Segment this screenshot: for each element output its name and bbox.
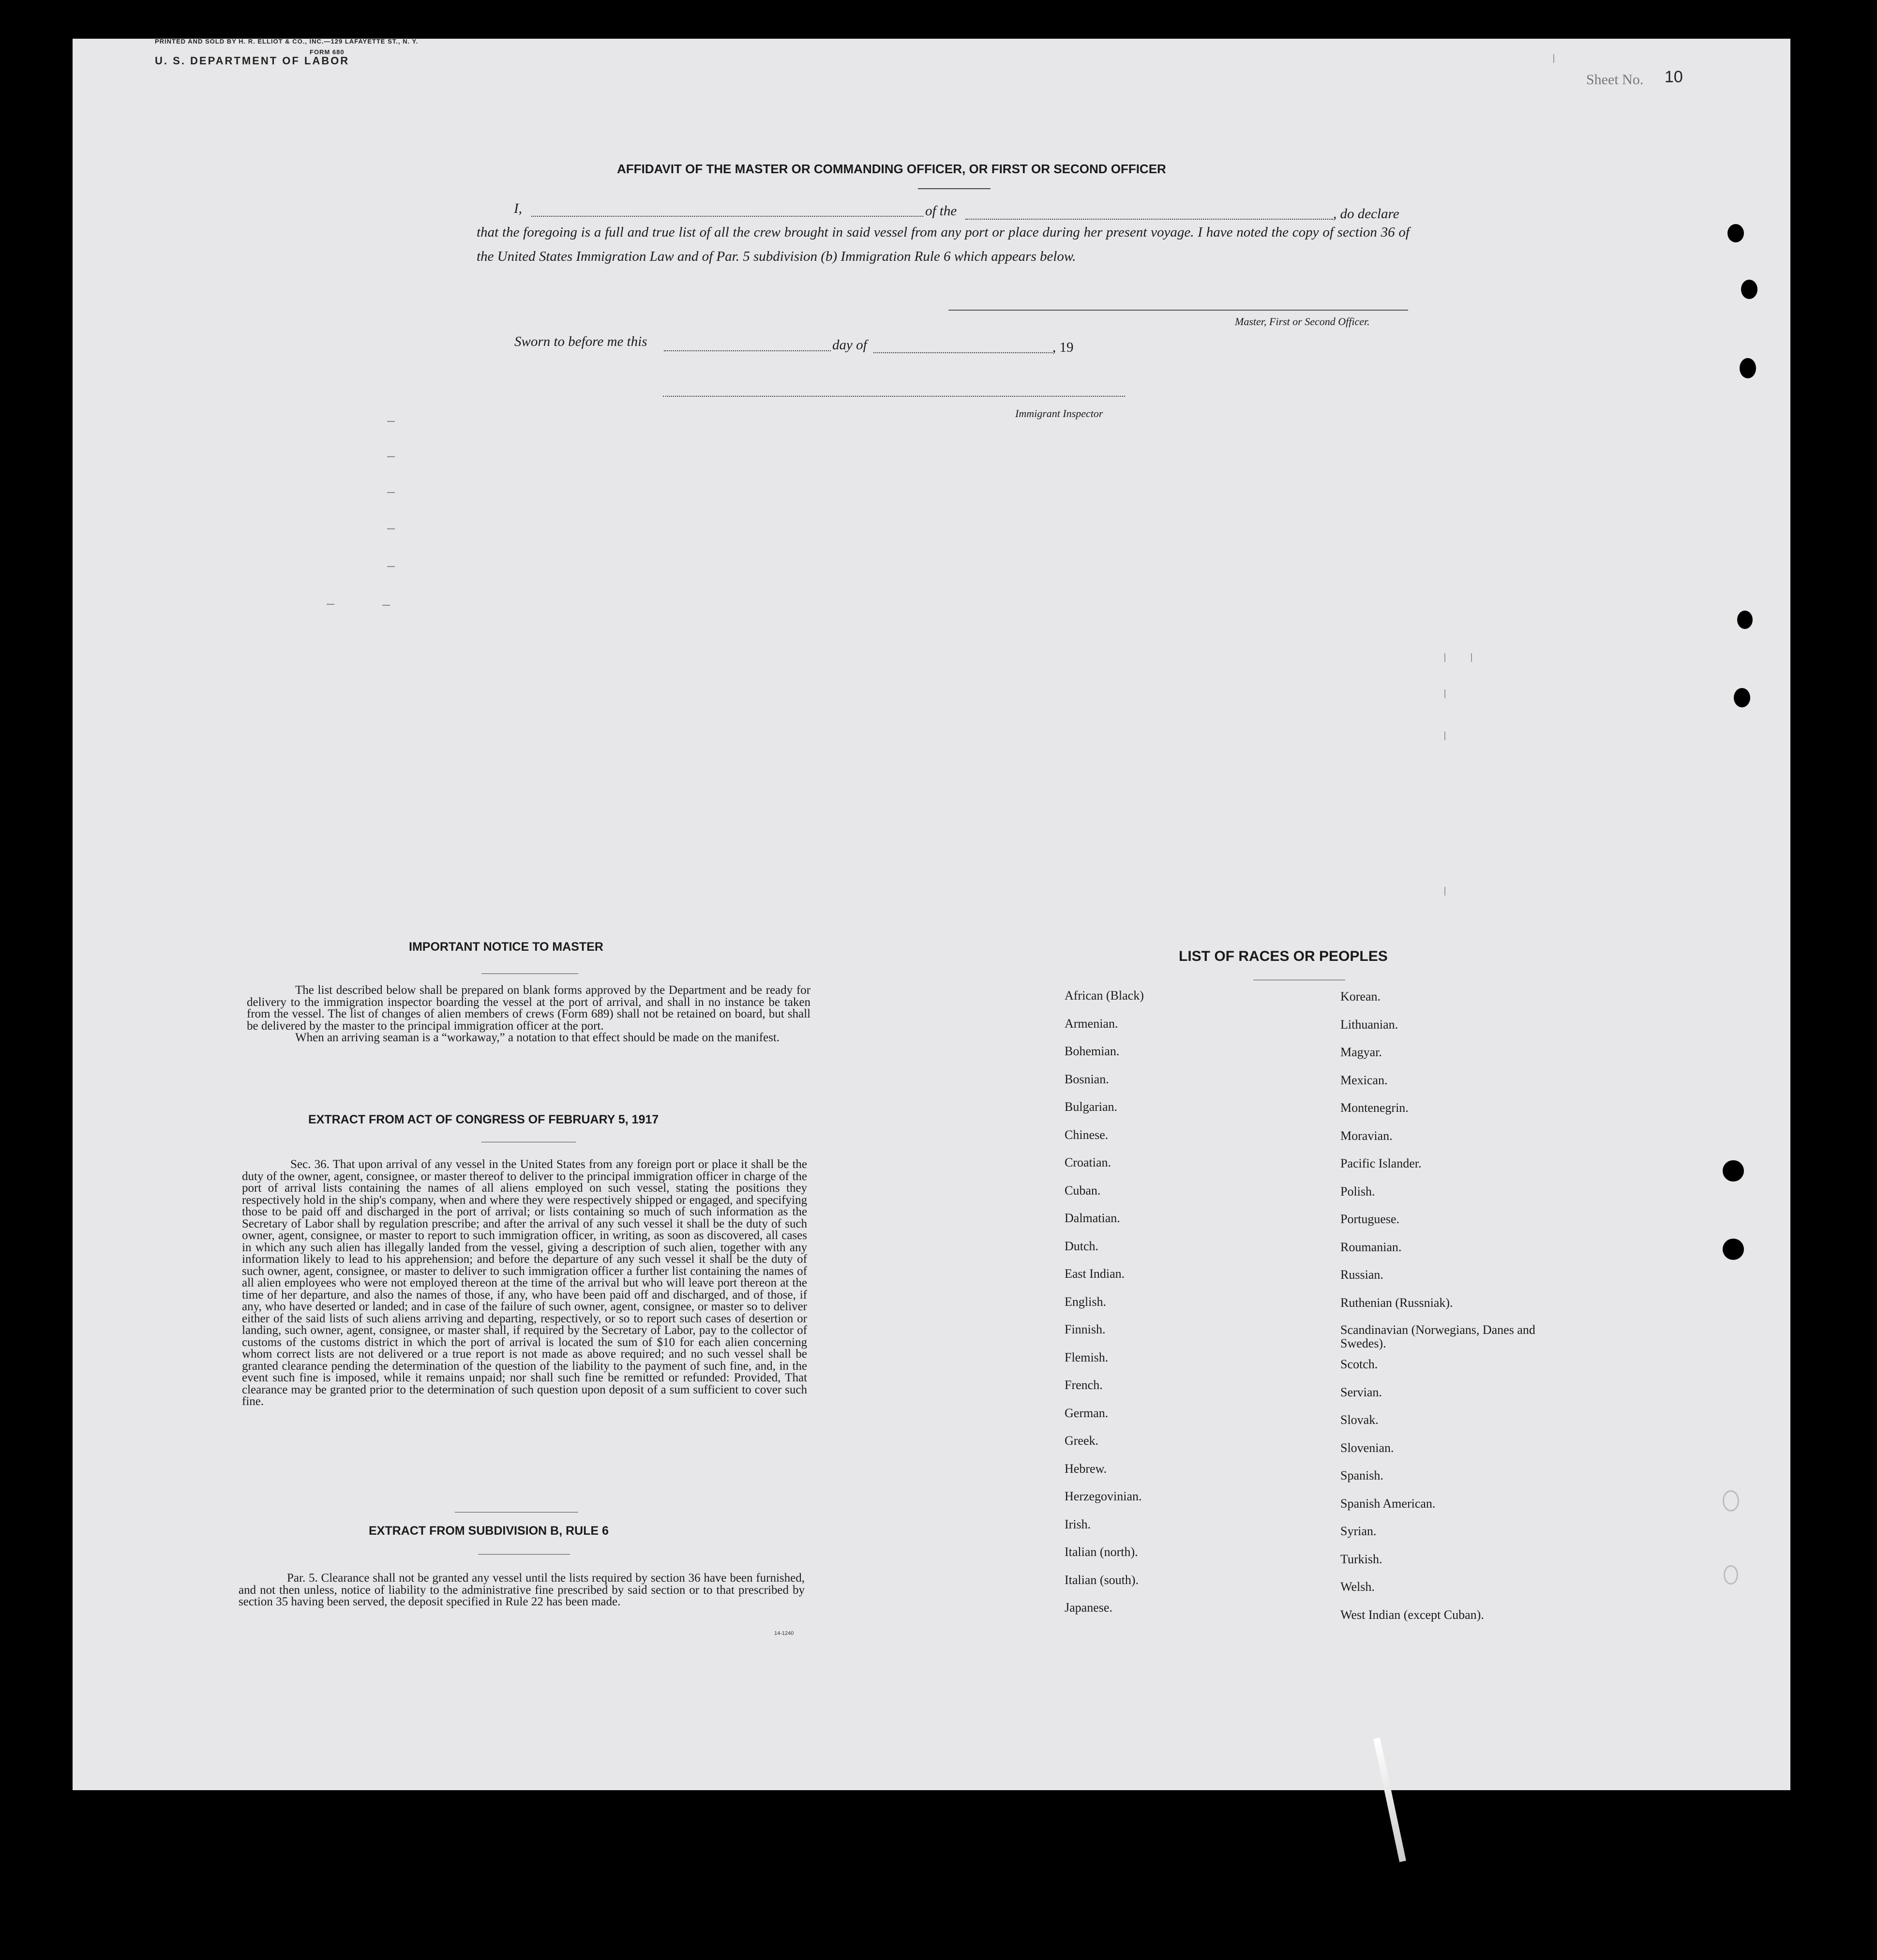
race-item: Ruthenian (Russniak). xyxy=(1340,1295,1453,1310)
race-item: Armenian. xyxy=(1065,1016,1118,1031)
race-item: Greek. xyxy=(1065,1434,1099,1448)
race-item: Scotch. xyxy=(1340,1357,1378,1371)
affidavit-i: I, xyxy=(514,201,522,216)
race-item: Japanese. xyxy=(1065,1601,1112,1615)
extract-rule-title: EXTRACT FROM SUBDIVISION B, RULE 6 xyxy=(369,1524,609,1538)
race-item: Moravian. xyxy=(1340,1128,1393,1143)
affidavit-of-the: of the xyxy=(925,203,957,219)
race-item: Scandinavian (Norwegians, Danes and Swedes). xyxy=(1340,1323,1535,1350)
notice-title: IMPORTANT NOTICE TO MASTER xyxy=(409,940,603,954)
margin-mark xyxy=(387,528,395,529)
binder-hole-icon xyxy=(1723,1490,1739,1511)
margin-mark xyxy=(387,492,395,493)
master-signature-line[interactable] xyxy=(948,310,1408,311)
race-item: Magyar. xyxy=(1340,1045,1382,1059)
race-item: Portuguese. xyxy=(1340,1212,1400,1226)
race-item: Hebrew. xyxy=(1065,1461,1107,1476)
extract-rule-text: Par. 5. Clearance shall not be granted any vessel until the lists required by section 36 have been furnished, and not then unless, notice of liability to the administrative fine prescribed by said section or to that prescribed by section 35 having been served, the deposit specified in Rule 22 has been made. xyxy=(239,1571,805,1608)
race-item: Pacific Islander. xyxy=(1340,1156,1422,1170)
margin-mark xyxy=(1444,732,1445,740)
day-of-text: day of xyxy=(832,337,867,353)
margin-mark xyxy=(382,605,390,606)
title-divider xyxy=(918,188,991,189)
notice-divider xyxy=(481,973,578,974)
race-item: Flemish. xyxy=(1065,1350,1109,1364)
department-name: U. S. DEPARTMENT OF LABOR xyxy=(155,55,350,67)
margin-mark xyxy=(1444,689,1445,698)
race-item: French. xyxy=(1065,1378,1103,1392)
binder-hole-icon xyxy=(1734,688,1750,707)
race-item: Croatian. xyxy=(1065,1155,1111,1169)
extract-rule-divider xyxy=(478,1554,570,1555)
race-item: Polish. xyxy=(1340,1184,1375,1198)
race-item: Finnish. xyxy=(1065,1322,1106,1336)
affidavit-statement: that the foregoing is a full and true list of all the crew brought in said vessel from any port or place during her present voyage. I have noted the copy of section 36 of the United States Immigration Law and of Par. 5 subdivision (b) Immigration Rule 6 which appears below. xyxy=(477,224,1410,264)
binder-hole-icon xyxy=(1723,1160,1744,1182)
sheet-label: Sheet No. xyxy=(1586,72,1644,88)
extract-act-title: EXTRACT FROM ACT OF CONGRESS OF FEBRUARY 5, 1917 xyxy=(308,1113,659,1126)
vessel-blank[interactable] xyxy=(965,219,1333,220)
race-item: Italian (south). xyxy=(1065,1572,1139,1587)
binder-hole-icon xyxy=(1724,1565,1738,1585)
race-item: Servian. xyxy=(1340,1385,1382,1399)
race-item: English. xyxy=(1065,1294,1106,1309)
race-item: German. xyxy=(1065,1406,1109,1420)
name-blank[interactable] xyxy=(531,216,923,217)
binder-hole-icon xyxy=(1723,1239,1744,1260)
affidavit-title: AFFIDAVIT OF THE MASTER OR COMMANDING OFFICER, OR FIRST OR SECOND OFFICER xyxy=(617,162,1166,176)
race-item: Spanish American. xyxy=(1340,1496,1436,1511)
margin-mark xyxy=(387,421,395,422)
race-item: Roumanian. xyxy=(1340,1240,1402,1254)
race-item: Bulgarian. xyxy=(1065,1100,1118,1114)
margin-mark xyxy=(327,604,334,605)
race-item: Bosnian. xyxy=(1065,1072,1109,1086)
form-code: 14-1240 xyxy=(774,1631,794,1636)
binder-hole-icon xyxy=(1727,224,1744,242)
race-item: Korean. xyxy=(1340,989,1381,1003)
extract-act-text: Sec. 36. That upon arrival of any vessel in the United States from any foreign port or place it shall be the duty of the owner, agent, consignee, or master thereof to deliver to the principal immigration officer in charge of the port of arrival lists containing the names of all aliens employed on such vessel, stating the positions they respectively hold in the ship's company, when and where they were respectively shipped or engaged, and specifying those to be paid off and discharged in the port of arrival; or lists containing so much of such information as the Secretary of Labor shall by regulation prescribe; and after the arrival of any such vessel it shall be the duty of such owner, agent, consignee, or master to report to such immigration officer, in writing, as soon as discovered, all cases in which any such alien has illegally landed from the vessel, giving a description of such alien, together with any information likely to lead to his apprehension; and before the departure of any such vessel it shall be the duty of such owner, agent, consignee, or master to deliver to such immigration officer a further list containing the names of all alien employees who were not employed thereon at the time of the arrival but who will leave port thereon at the time of her departure, and also the names of those, if any, who have been paid off and discharged, and of those, if any, who have deserted or landed; and in case of the failure of such owner, agent, consignee, or master so to deliver either of the said lists of such aliens arriving and departing, respectively, or so to report such cases of desertion or landing, such owner, agent, consignee, or master shall, if required by the Secretary of Labor, pay to the collector of customs of the customs district in which the port of arrival is located the sum of $10 for each alien concerning whom correct lists are not delivered or a true report is not made as above required; and no such vessel shall be granted clearance pending the determination of the question of the liability to the payment of such fine, and, in the event such fine is imposed, while it remains unpaid; nor shall such fine be remitted or refunded: Provided, That clearance may be granted prior to the determination of such question upon deposit of a sum sufficient to cover such fine. xyxy=(242,1158,807,1408)
notice-body xyxy=(247,985,811,1044)
race-item: Syrian. xyxy=(1340,1524,1377,1538)
race-item: Cuban. xyxy=(1065,1183,1101,1197)
race-item: Turkish. xyxy=(1340,1552,1382,1566)
race-item: Italian (north). xyxy=(1065,1545,1138,1559)
race-item: Chinese. xyxy=(1065,1127,1109,1142)
day-blank[interactable] xyxy=(664,350,831,351)
binder-hole-icon xyxy=(1737,611,1753,629)
race-item: Bohemian. xyxy=(1065,1044,1120,1058)
race-item: Spanish. xyxy=(1340,1468,1383,1482)
race-item: Slovak. xyxy=(1340,1413,1379,1427)
race-item: Irish. xyxy=(1065,1517,1091,1531)
race-item: Lithuanian. xyxy=(1340,1017,1398,1032)
printer-line: PRINTED AND SOLD BY H. R. ELLIOT & CO., INC.—129 LAFAYETTE ST., N. Y. xyxy=(155,38,419,45)
race-item: African (Black) xyxy=(1065,988,1144,1002)
inspector-signature-line[interactable] xyxy=(663,396,1125,397)
binder-hole-icon xyxy=(1740,358,1756,378)
inspector-label: Immigrant Inspector xyxy=(1015,407,1103,419)
margin-mark xyxy=(1444,887,1445,896)
races-right-column xyxy=(1340,989,1544,1635)
margin-mark xyxy=(1553,54,1554,63)
binder-hole-icon xyxy=(1741,280,1757,299)
race-item: Mexican. xyxy=(1340,1073,1388,1087)
race-item: Dalmatian. xyxy=(1065,1211,1120,1225)
race-item: Herzegovinian. xyxy=(1065,1489,1142,1503)
margin-mark xyxy=(387,566,395,567)
affidavit-do-declare: , do declare xyxy=(1333,206,1399,222)
year-text: , 19 xyxy=(1052,340,1074,355)
races-left-column xyxy=(1065,988,1316,1629)
race-item: West Indian (except Cuban). xyxy=(1340,1607,1484,1622)
races-title: LIST OF RACES OR PEOPLES xyxy=(1179,948,1388,964)
race-item: Montenegrin. xyxy=(1340,1101,1409,1115)
margin-mark xyxy=(1471,653,1472,662)
race-item: East Indian. xyxy=(1065,1267,1125,1281)
sworn-text: Sworn to before me this xyxy=(514,334,647,349)
master-signature-label: Master, First or Second Officer. xyxy=(1235,315,1370,328)
month-blank[interactable] xyxy=(873,352,1052,353)
form-number: FORM 680 xyxy=(310,48,345,56)
margin-mark xyxy=(387,456,395,457)
notice-paragraph-2: When an arriving seaman is a “workaway,” a notation to that effect should be made on the manifest. xyxy=(295,1031,780,1044)
race-item: Slovenian. xyxy=(1340,1440,1394,1455)
race-item: Dutch. xyxy=(1065,1239,1099,1253)
race-item: Welsh. xyxy=(1340,1580,1375,1594)
sheet-number: 10 xyxy=(1665,68,1683,86)
race-item: Russian. xyxy=(1340,1268,1383,1282)
margin-mark xyxy=(1444,653,1445,662)
notice-paragraph-1: The list described below shall be prepared on blank forms approved by the Department and be ready for delivery to the immigration inspector boarding the vessel at the port of arrival, and shall in no instance be taken from the vessel. The list of changes of alien members of crews (Form 689) shall not be retained on board, but shall be delivered by the master to the principal immigration officer at the port. xyxy=(247,984,811,1032)
